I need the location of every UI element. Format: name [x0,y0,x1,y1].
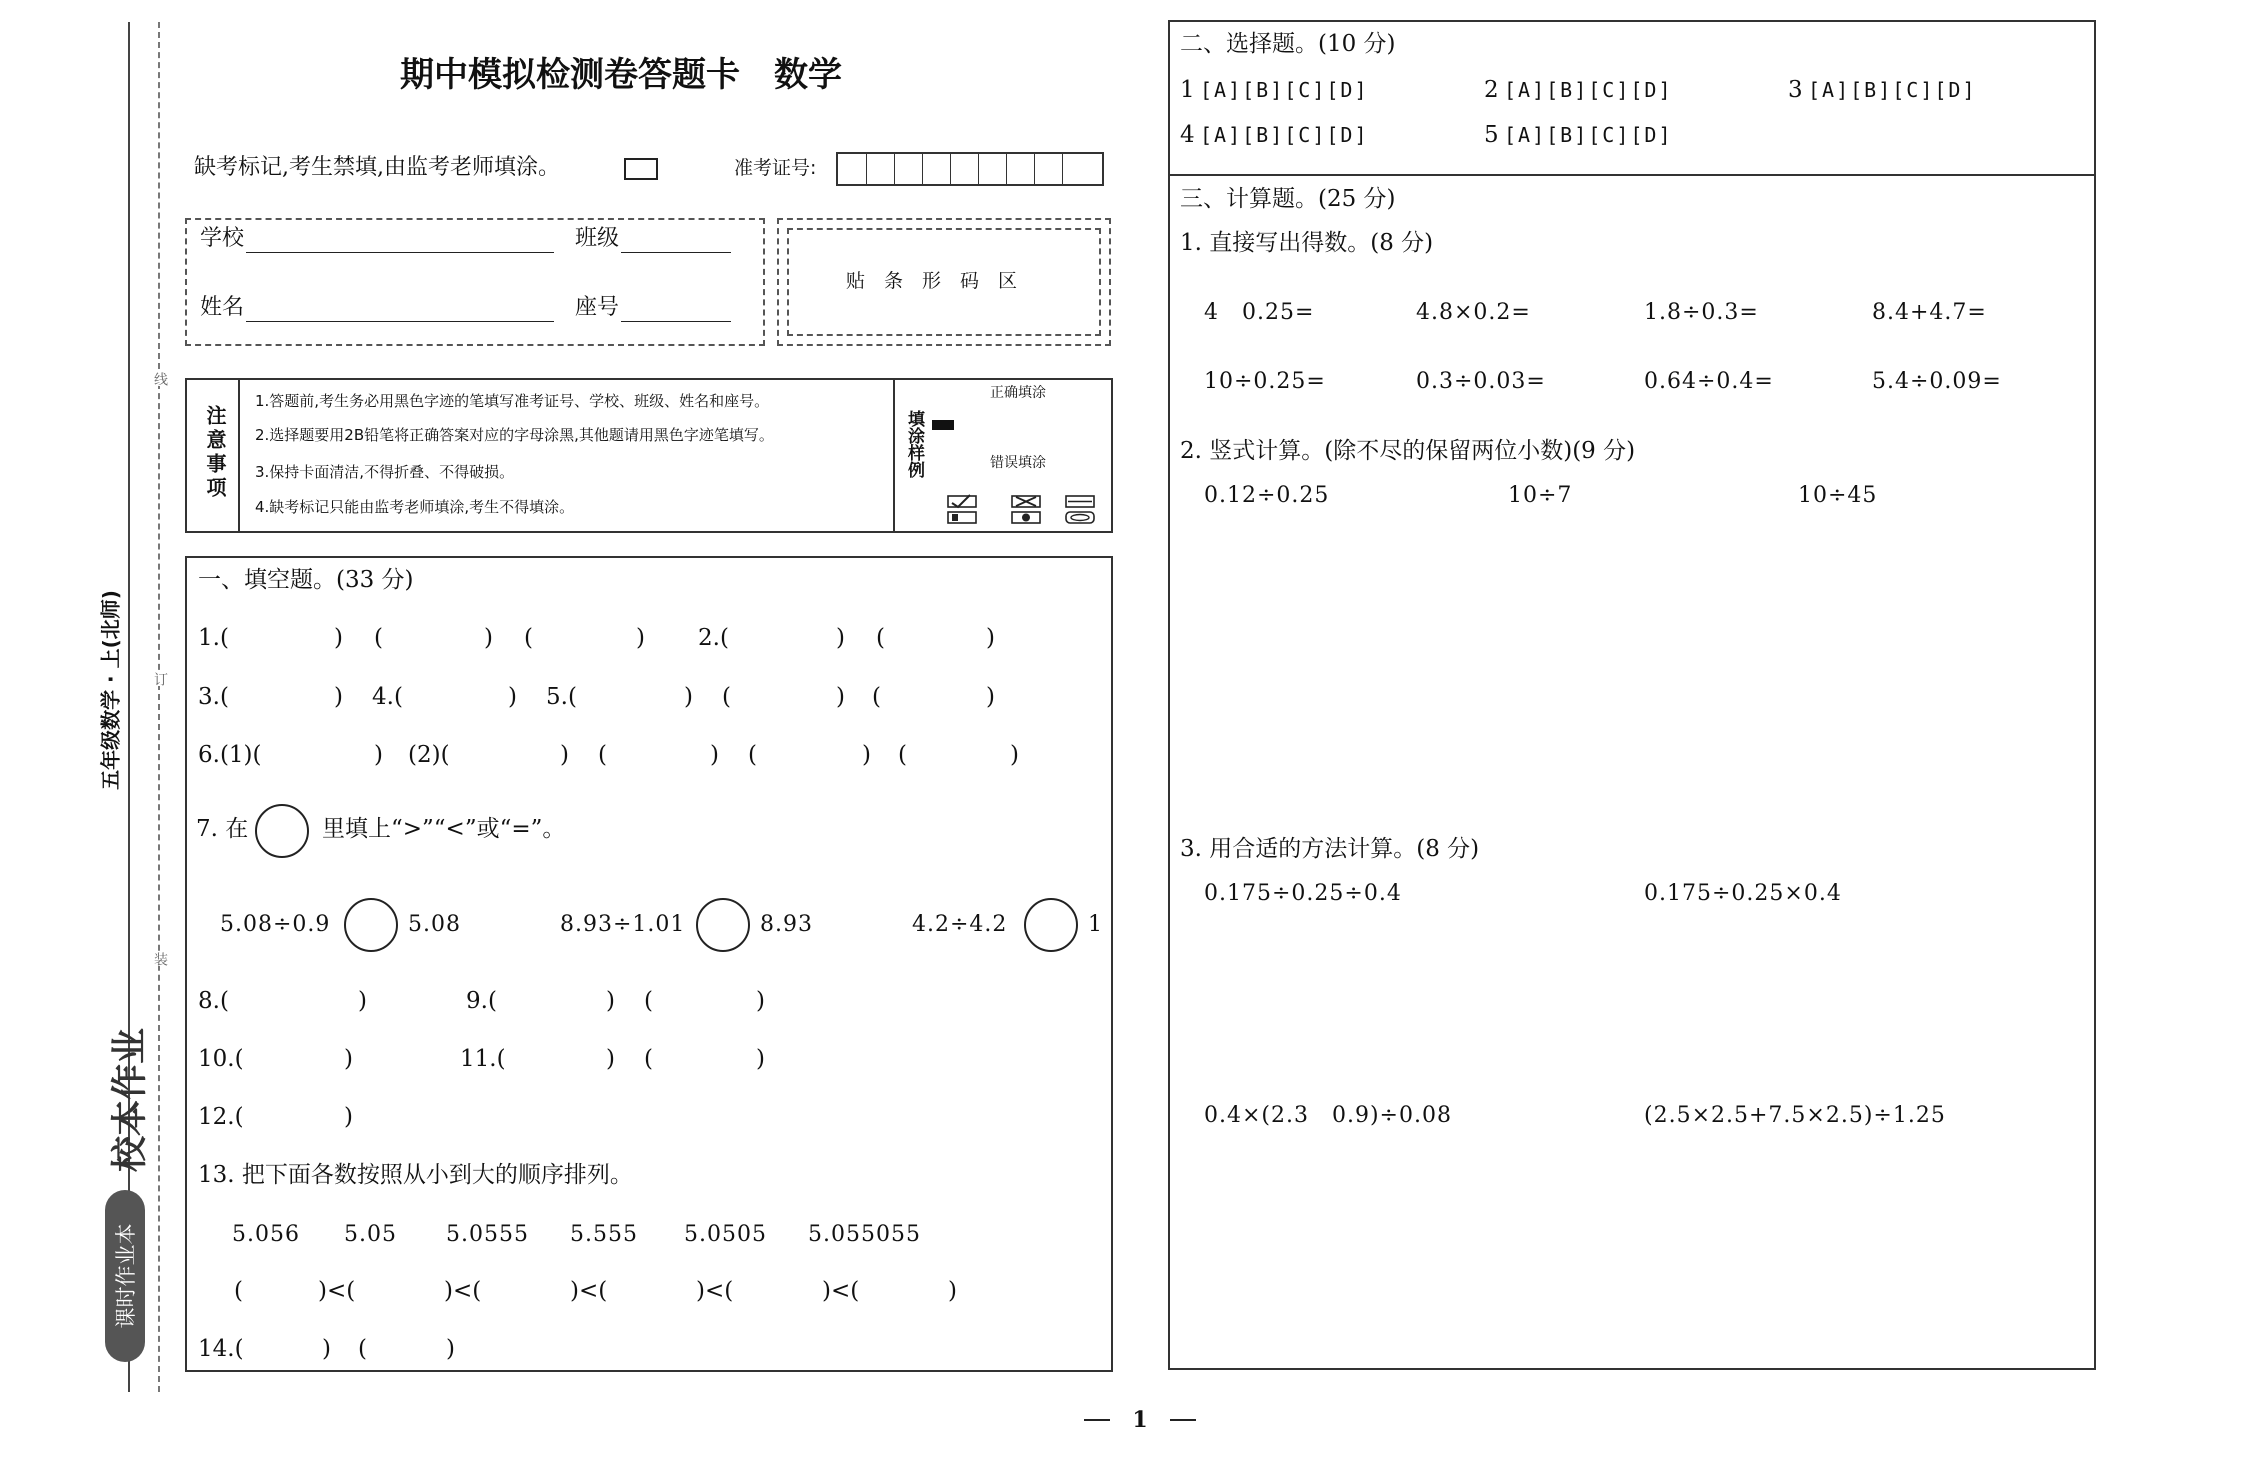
q9-open-1: 9.( [466,988,497,1014]
vertical-calc-item: 10÷7 [1508,483,1573,508]
q4-close: ) [508,684,517,710]
name-field[interactable] [246,321,554,322]
notice-item-4: 4.缺考标记只能由监考老师填涂,考生不得填涂。 [255,498,575,516]
page-title: 期中模拟检测卷答题卡 数学 [400,55,842,95]
notice-divider [238,379,240,532]
cut-word-3: 装 [152,952,168,966]
sample-title: 填涂样例 [904,410,924,478]
smart-calc-item: 0.175÷0.25÷0.4 [1204,881,1402,906]
q13-answer-part: ( [234,1278,243,1304]
spine-rule-dashed [158,22,160,1392]
q3-close: ) [334,684,343,710]
choice-q2-number: 2 [1484,77,1499,103]
seat-label: 座号 [575,295,620,320]
brand-logo: 校本作业 [109,1027,151,1173]
q6-close-4: ) [862,742,871,768]
cut-word-2: 订 [152,672,168,686]
notice-item-1: 1.答题前,考生务必用黑色字迹的笔填写准考证号、学校、班级、姓名和座号。 [255,392,770,410]
q6-open-2: (2)( [408,742,450,768]
student-info-box [185,218,765,346]
q7-prefix: 7. 在 [196,816,249,842]
q7-c-left: 4.2÷4.2 [912,912,1008,937]
section2-title: 二、选择题。(10 分) [1180,31,1396,57]
page-footer [1070,1405,1210,1435]
school-field[interactable] [246,252,554,253]
sample-divider [893,379,895,532]
q6-close-2: ) [560,742,569,768]
school-label: 学校 [200,226,245,251]
choice-q4-number: 4 [1180,122,1195,148]
vertical-calc-item: 10÷45 [1798,483,1878,508]
choice-q3-number: 3 [1788,77,1803,103]
q5-close-2: ) [836,684,845,710]
q13-answer-part: )<( [822,1278,860,1304]
q7-a-answer-circle[interactable] [344,898,398,952]
name-label: 姓名 [200,295,245,320]
q7-b-left: 8.93÷1.01 [560,912,686,937]
q10-open: 10.( [198,1046,244,1072]
q7-a-left: 5.08÷0.9 [220,912,331,937]
calc-part3-title: 3. 用合适的方法计算。(8 分) [1180,836,1480,862]
q6-open-3: ( [598,742,607,768]
page-number: 1 [1132,1407,1148,1433]
notice-title: 注意事项 [203,405,227,501]
section3-title: 三、计算题。(25 分) [1180,186,1396,212]
q1-close-2: ) [484,625,493,651]
q4-open: 4.( [372,684,403,710]
oral-calc-item: 1.8÷0.3= [1644,300,1759,325]
q3-open: 3.( [198,684,229,710]
correct-fill-label: 正确填涂 [990,385,1046,401]
q1-open-3: ( [524,625,533,651]
oral-calc-item: 4.8×0.2= [1416,300,1531,325]
choice-q1-options[interactable]: [A][B][C][D] [1200,78,1369,102]
q1-close-3: ) [636,625,645,651]
cut-word-1: 线 [152,372,168,386]
oral-calc-item: 0.64÷0.4= [1644,369,1774,394]
q8-open: 8.( [198,988,229,1014]
q14-close-2: ) [446,1336,455,1362]
q7-b-right: 8.93 [760,912,813,937]
section-divider [1169,174,2095,176]
q14-open-1: 14.( [198,1336,244,1362]
q7-c-right: 1 [1088,912,1103,937]
q6-open-5: ( [898,742,907,768]
right-column-frame [1168,20,2096,1370]
choice-q5-options[interactable]: [A][B][C][D] [1504,123,1673,147]
notice-item-3: 3.保持卡面清洁,不得折叠、不得破损。 [255,463,515,481]
smart-calc-item: 0.4×(2.3 0.9)÷0.08 [1204,1103,1452,1128]
q7-suffix: 里填上“>”“<”或“=”。 [322,816,566,842]
q7-c-answer-circle[interactable] [1024,898,1078,952]
q5-close-3: ) [986,684,995,710]
correct-fill-mark [932,420,954,430]
class-field[interactable] [621,252,731,253]
q13-number: 5.0505 [684,1222,767,1247]
q7-a-right: 5.08 [408,912,461,937]
choice-q3-options[interactable]: [A][B][C][D] [1808,78,1977,102]
seat-field[interactable] [621,321,731,322]
q1-close-1: ) [334,625,343,651]
q7-sample-circle [255,804,309,858]
q13-number: 5.055055 [808,1222,921,1247]
section1-title: 一、填空题。(33 分) [198,567,414,593]
q7-b-answer-circle[interactable] [696,898,750,952]
oral-calc-item: 8.4+4.7= [1872,300,1987,325]
calc-part1-title: 1. 直接写出得数。(8 分) [1180,230,1434,256]
choice-q1-number: 1 [1180,77,1195,103]
q1-open-1: 1.( [198,625,229,651]
q6-open-4: ( [748,742,757,768]
wrong-fill-samples [946,493,1106,527]
q13-answer-part: )<( [318,1278,356,1304]
q5-open-1: 5.( [546,684,577,710]
q11-close-1: ) [606,1046,615,1072]
q13-number: 5.555 [570,1222,638,1247]
smart-calc-item: (2.5×2.5+7.5×2.5)÷1.25 [1644,1103,1946,1128]
calc-part2-title: 2. 竖式计算。(除不尽的保留两位小数)(9 分) [1180,438,1636,464]
wrong-fill-label: 错误填涂 [990,455,1046,471]
exam-id-label: 准考证号: [734,157,817,179]
fill-in-section [185,556,1113,1372]
choice-q5-number: 5 [1484,122,1499,148]
q14-close-1: ) [322,1336,331,1362]
choice-q2-options[interactable]: [A][B][C][D] [1504,78,1673,102]
q14-open-2: ( [358,1336,367,1362]
class-label: 班级 [575,226,620,251]
absent-note: 缺考标记,考生禁填,由监考老师填涂。 [194,155,560,180]
notice-item-2: 2.选择题要用2B铅笔将正确答案对应的字母涂黑,其他题请用黑色字迹笔填写。 [255,426,774,444]
oral-calc-item: 10÷0.25= [1204,369,1326,394]
barcode-label: 贴 条 形 码 区 [846,270,1018,292]
smart-calc-item: 0.175÷0.25×0.4 [1644,881,1842,906]
q5-open-2: ( [722,684,731,710]
q6-close-5: ) [1010,742,1019,768]
absent-mark-box[interactable] [624,158,658,180]
q11-open-2: ( [644,1046,653,1072]
q2-open-2: ( [876,625,885,651]
oral-calc-item: 0.3÷0.03= [1416,369,1546,394]
oral-calc-item: 4 0.25= [1204,300,1315,325]
q6-close-3: ) [710,742,719,768]
exam-id-grid[interactable] [836,152,1104,186]
vertical-calc-item: 0.12÷0.25 [1204,483,1330,508]
q13-number: 5.056 [232,1222,300,1247]
choice-q4-options[interactable]: [A][B][C][D] [1200,123,1369,147]
q5-open-3: ( [872,684,881,710]
q9-close-2: ) [756,988,765,1014]
q5-close-1: ) [684,684,693,710]
q13-prompt: 13. 把下面各数按照从小到大的顺序排列。 [198,1162,633,1188]
q9-open-2: ( [644,988,653,1014]
q6-open-1: 6.(1)( [198,742,262,768]
q13-answer-part: )<( [696,1278,734,1304]
q9-close-1: ) [606,988,615,1014]
q12-open: 12.( [198,1104,244,1130]
q13-answer-part: )<( [444,1278,482,1304]
q2-close-1: ) [836,625,845,651]
q11-open-1: 11.( [460,1046,506,1072]
q11-close-2: ) [756,1046,765,1072]
q2-close-2: ) [986,625,995,651]
q2-open-1: 2.( [698,625,729,651]
q13-answer-part: ) [948,1278,957,1304]
q13-answer-part: )<( [570,1278,608,1304]
q13-number: 5.0555 [446,1222,529,1247]
q10-close: ) [344,1046,353,1072]
grade-label: 五年级数学 · 上(北师) [98,590,123,790]
q6-close-1: ) [374,742,383,768]
oral-calc-item: 5.4÷0.09= [1872,369,2002,394]
brand-badge: 课时作业本 [105,1190,145,1362]
q1-open-2: ( [374,625,383,651]
q13-number: 5.05 [344,1222,397,1247]
q12-close: ) [344,1104,353,1130]
q8-close: ) [358,988,367,1014]
